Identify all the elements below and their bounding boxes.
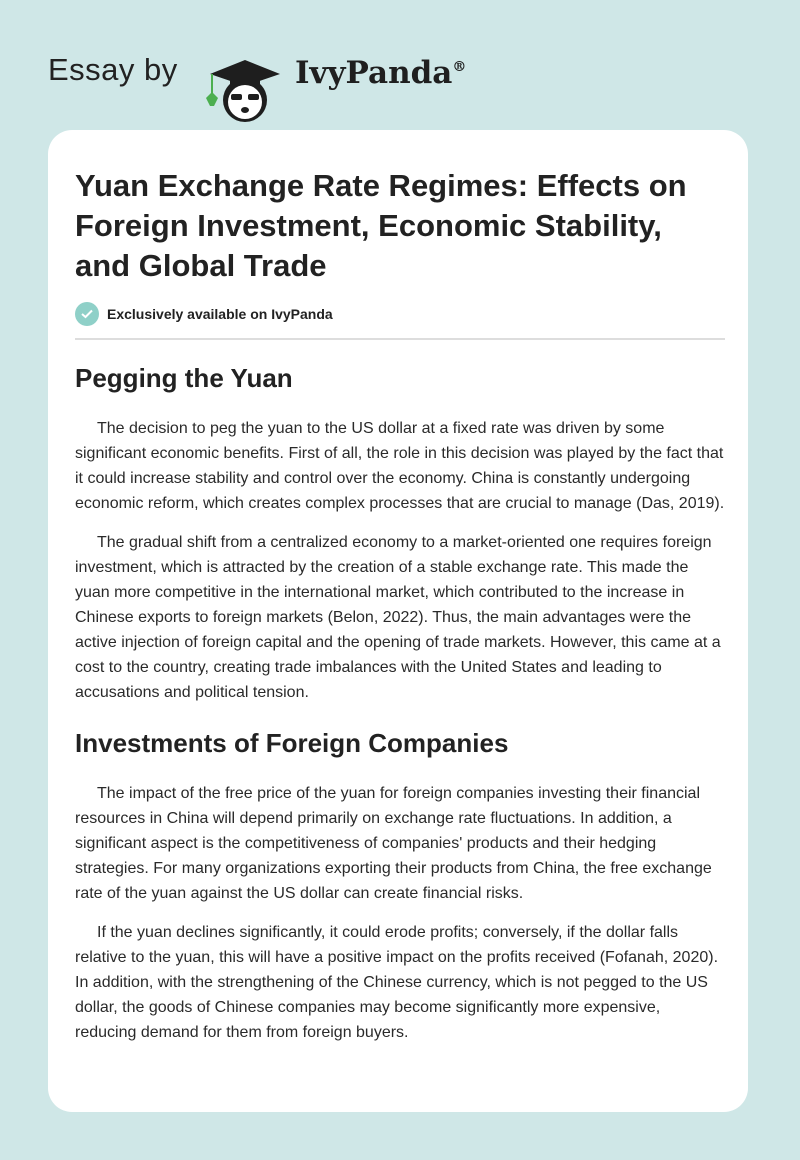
check-icon	[75, 302, 99, 326]
essay-title: Yuan Exchange Rate Regimes: Effects on Foreign Investment, Economic Stability, and Global Trade	[75, 168, 687, 283]
exclusive-badge	[75, 302, 725, 326]
site-header	[0, 20, 800, 120]
ivypanda-brand[interactable]	[295, 55, 466, 91]
section-heading: Pegging the Yuan	[75, 363, 293, 393]
registered-mark: ®	[452, 59, 467, 75]
paragraph: The gradual shift from a centralized economy to a market-oriented one requires foreign investment, which is attracted by the creation of a stable exchange rate. This made the yuan more competitive in the international market, which contributed to the increase in Chinese exports to foreign markets (Belon, 2022). Thus, the main advantages were the active injection of foreign capital and the opening of trade markets. However, this came at a cost to the country, creating trade imbalances with the United States and leading to accusations and political tension.	[75, 534, 721, 701]
paragraph: The decision to peg the yuan to the US dollar at a fixed rate was driven by some significant economic benefits. First of all, the role in this decision was played by the fact that it could increase stability and control over the economy. China is constantly undergoing economic reform, which creates complex processes that are crucial to manage (Das, 2019).	[75, 420, 725, 512]
divider	[75, 338, 725, 340]
brand-name: IvyPanda	[295, 55, 453, 91]
essay-by-label: Essay by	[48, 52, 178, 87]
essay-card	[48, 130, 748, 1112]
ivypanda-panda-logo-icon[interactable]	[200, 56, 290, 126]
paragraph: The impact of the free price of the yuan for foreign companies investing their financial resources in China will depend primarily on exchange rate fluctuations. In addition, a significant aspect is the competitiveness of companies' products and their hedging strategies. For many organizations exporting their products from China, the free exchange rate of the yuan against the US dollar can create financial risks.	[75, 785, 712, 902]
exclusive-label: Exclusively available on IvyPanda	[107, 306, 333, 322]
section-heading: Investments of Foreign Companies	[75, 728, 509, 758]
paragraph: If the yuan declines significantly, it could erode profits; conversely, if the dollar falls relative to the yuan, this will have a positive impact on the profits received (Fofanah, 2020). In addition, with the strengthening of the Chinese currency, which is not pegged to the US dollar, the goods of Chinese companies may become significantly more expensive, reducing demand for them from foreign buyers.	[75, 924, 719, 1041]
